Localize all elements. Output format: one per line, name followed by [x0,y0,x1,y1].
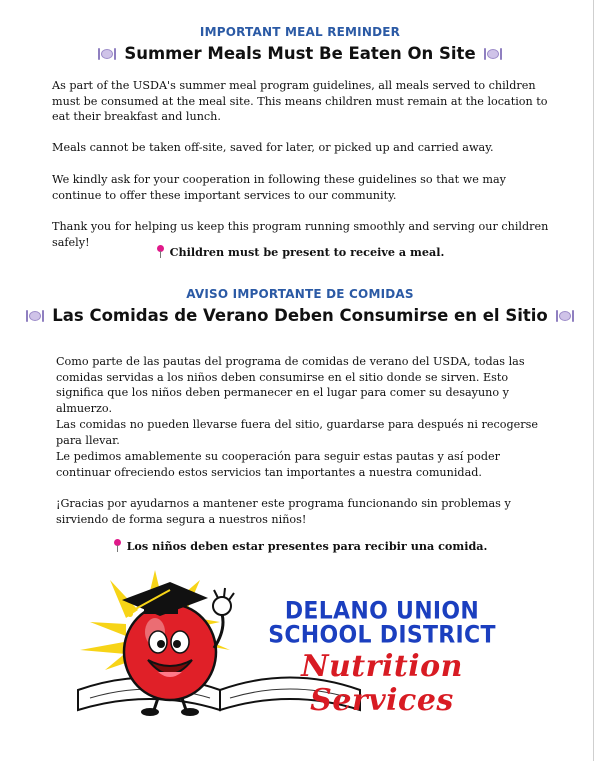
english-paragraph-2: Meals cannot be taken off-site, saved for later, or picked up and carried away. [52,141,494,154]
spanish-kicker: AVISO IMPORTANTE DE COMIDAS [186,287,414,301]
logo-line-3: Nutrition Services [301,649,463,718]
english-title [0,44,600,63]
plate-utensils-icon [484,47,502,61]
english-title-text: Summer Meals Must Be Eaten On Site [124,44,476,63]
english-paragraph-1: As part of the USDA's summer meal program guidelines, all meals served to children must be consumed at the meal site. This means children must remain at the location to eat their breakfast and lunch. [52,79,548,123]
english-callout-text: Children must be present to receive a meal. [169,245,445,259]
english-paragraph-4: Thank you for helping us keep this program running smoothly and serving our children safely! [52,220,549,249]
spanish-title-text: Las Comidas de Verano Deben Consumirse en el Sitio [52,306,548,325]
plate-utensils-icon [556,309,574,323]
district-logo-text [232,597,532,718]
plate-utensils-icon [26,309,44,323]
logo-line-2: SCHOOL DISTRICT [268,621,496,650]
spanish-paragraph-1: Como parte de las pautas del programa de comidas de verano del USDA, todas las comidas servidas a los niños deben consumirse en el sitio donde se sirven. Esto significa que los niños deben permanecer en el lugar para comer su desayuno y almuerzo. [56,355,525,415]
pushpin-icon [113,539,122,552]
pushpin-icon [156,245,165,258]
spanish-paragraph-4: ¡Gracias por ayudarnos a mantener este programa funcionando sin problemas y sirviendo de forma segura a nuestros niños! [56,497,511,526]
english-paragraph-3: We kindly ask for your cooperation in following these guidelines so that we may continue to offer these important services to our community. [52,173,506,202]
spanish-paragraph-2: Las comidas no pueden llevarse fuera del sitio, guardarse para después ni recogerse para llevar. [56,418,538,447]
spanish-callout-text: Los niños deben estar presentes para recibir una comida. [126,539,488,553]
spanish-title [0,306,600,325]
logo-line-1: DELANO UNION [284,597,480,626]
page-edge-rule [593,0,594,761]
plate-utensils-icon [98,47,116,61]
spanish-paragraph-3: Le pedimos amablemente su cooperación para seguir estas pautas y así poder continuar ofreciendo estos servicios tan importantes a nuestra comunidad. [56,450,500,479]
english-kicker: IMPORTANT MEAL REMINDER [199,25,401,39]
english-callout [0,245,600,259]
spanish-callout [0,539,600,553]
